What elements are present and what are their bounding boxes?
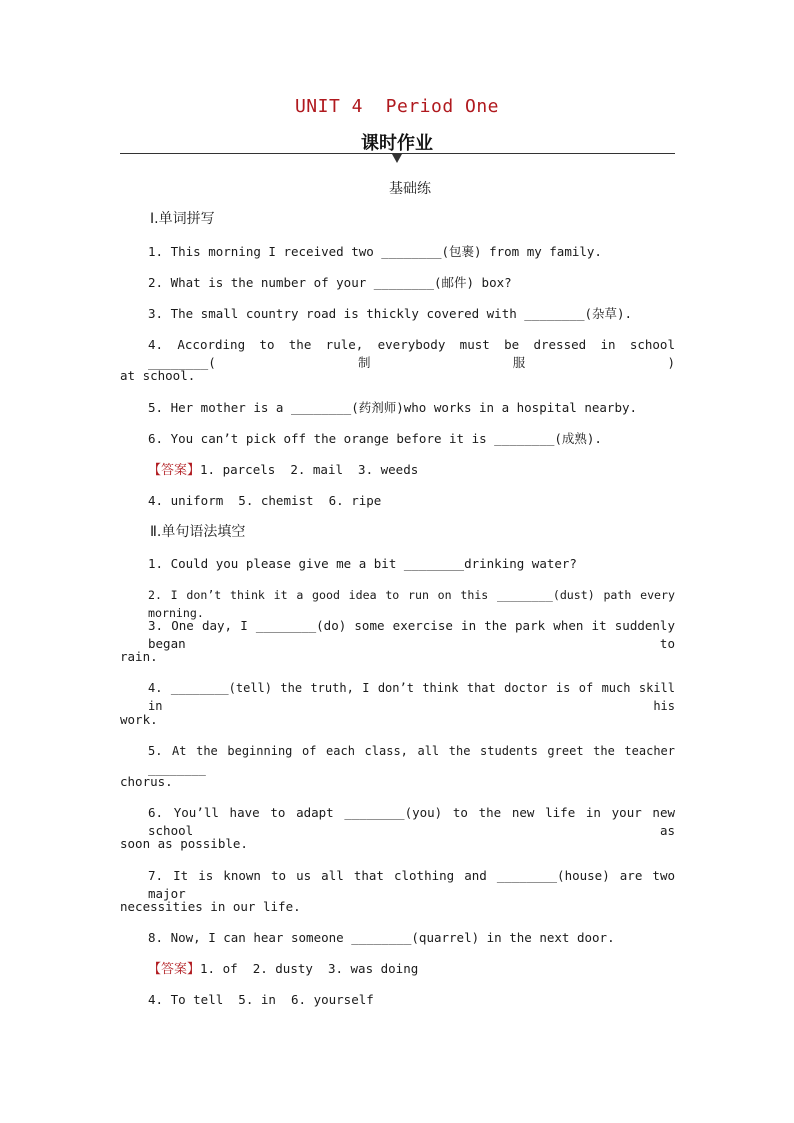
section-title: 基础练 (389, 181, 431, 197)
part1-answer-text: 1. parcels 2. mail 3. weeds (200, 462, 419, 477)
part1-question-4-cont: at school. (120, 368, 196, 383)
part1-question-3: 3. The small country road is thickly covered with ________(杂草). (148, 306, 633, 321)
part2-question-7-cont: necessities in our life. (120, 899, 301, 914)
part1-heading: Ⅰ.单词拼写 (150, 211, 215, 227)
part2-question-8: 8. Now, I can hear someone ________(quarrel) in the next door. (148, 930, 615, 945)
part1-question-2: 2. What is the number of your ________(邮件) box? (148, 275, 512, 290)
part2-question-1: 1. Could you please give me a bit ________drinking water? (148, 556, 577, 571)
part2-answer-text: 1. of 2. dusty 3. was doing (200, 961, 419, 976)
part2-answer (148, 960, 675, 979)
part2-question-7: 7. It is known to us all that clothing and ________(house) are two major (148, 868, 675, 901)
answer-tag: 【答案】 (148, 962, 201, 977)
part2-question-3-cont: rain. (120, 649, 158, 664)
part2-answer-cont: 4. To tell 5. in 6. yourself (148, 992, 374, 1007)
part1-answer-cont: 4. uniform 5. chemist 6. ripe (148, 493, 382, 508)
part1-question-6: 6. You can’t pick off the orange before it is ________(成熟). (148, 431, 602, 446)
page-subtitle: 课时作业 (361, 133, 433, 154)
page-title: UNIT 4 Period One (294, 96, 500, 117)
part1-question-4: 4. According to the rule, everybody must be dressed in school ________(制服) (148, 337, 675, 370)
part1-question-5: 5. Her mother is a ________(药剂师)who works in a hospital nearby. (148, 400, 638, 415)
part2-question-3: 3. One day, I ________(do) some exercise in the park when it suddenly began to (148, 618, 675, 651)
part2-question-2: 2. I don’t think it a good idea to run on this ________(dust) path every morning. (148, 588, 675, 620)
answer-tag: 【答案】 (148, 463, 201, 478)
triangle-marker-icon (392, 154, 402, 163)
part2-question-6-cont: soon as possible. (120, 836, 248, 851)
part2-question-5-cont: chorus. (120, 774, 173, 789)
part2-question-4: 4. ________(tell) the truth, I don’t think that doctor is of much skill in his (148, 681, 675, 713)
part1-question-1: 1. This morning I received two ________(包裹) from my family. (148, 244, 602, 259)
part2-heading: Ⅱ.单句语法填空 (150, 524, 246, 540)
part1-answer (148, 461, 675, 480)
part2-question-5: 5. At the beginning of each class, all the students greet the teacher ________ (148, 744, 675, 776)
part2-question-4-cont: work. (120, 712, 158, 727)
part2-question-6: 6. You’ll have to adapt ________(you) to the new life in your new school as (148, 805, 675, 838)
